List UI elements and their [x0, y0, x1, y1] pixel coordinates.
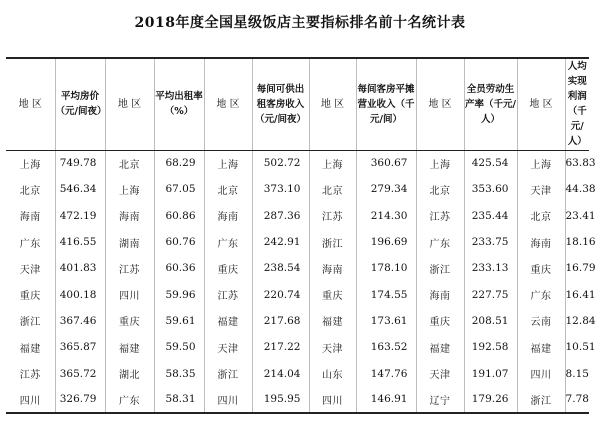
- table-body: [6, 150, 596, 413]
- value-cell: 326.79: [55, 387, 105, 413]
- value-cell: 146.91: [356, 387, 416, 413]
- region-cell: 江苏: [105, 255, 154, 281]
- value-cell: 16.41: [565, 281, 589, 307]
- value-cell: 63.83: [565, 150, 589, 176]
- table-row: [6, 360, 589, 386]
- value-cell: 365.87: [55, 334, 105, 360]
- value-cell: 502.72: [252, 150, 309, 176]
- value-cell: 8.15: [565, 360, 589, 386]
- value-cell: 233.13: [464, 255, 517, 281]
- region-cell: 浙江: [416, 255, 464, 281]
- region-cell: 海南: [416, 281, 464, 307]
- column-header-labor-productivity: 全员劳动生产率（千元/人）: [464, 58, 517, 150]
- value-cell: 220.74: [252, 281, 309, 307]
- region-cell: 浙江: [309, 229, 356, 255]
- value-cell: 191.07: [464, 360, 517, 386]
- region-cell: 重庆: [416, 308, 464, 334]
- table-row: [6, 203, 589, 229]
- region-cell: 海南: [517, 229, 565, 255]
- column-header-occupancy: 平均出租率（%）: [154, 58, 204, 150]
- region-cell: 辽宁: [416, 387, 464, 413]
- value-cell: 58.35: [154, 360, 204, 386]
- region-cell: 天津: [416, 360, 464, 386]
- table-row: [6, 176, 589, 202]
- value-cell: 353.60: [464, 176, 517, 202]
- value-cell: 214.30: [356, 203, 416, 229]
- region-cell: 四川: [204, 387, 252, 413]
- region-cell: 海南: [105, 203, 154, 229]
- value-cell: 472.19: [55, 203, 105, 229]
- table-row: [6, 150, 589, 176]
- value-cell: 196.69: [356, 229, 416, 255]
- value-cell: 233.75: [464, 229, 517, 255]
- value-cell: 208.51: [464, 308, 517, 334]
- table-row: [6, 334, 589, 360]
- region-cell: 福建: [105, 334, 154, 360]
- value-cell: 242.91: [252, 229, 309, 255]
- region-cell: 天津: [517, 176, 565, 202]
- region-cell: 浙江: [204, 360, 252, 386]
- value-cell: 16.79: [565, 255, 589, 281]
- value-cell: 238.54: [252, 255, 309, 281]
- region-cell: 广东: [204, 229, 252, 255]
- value-cell: 60.86: [154, 203, 204, 229]
- value-cell: 18.16: [565, 229, 589, 255]
- column-header-revpar: 每间可供出租客房收入（元/间夜）: [252, 58, 309, 150]
- table-row: [6, 387, 589, 413]
- value-cell: 425.54: [464, 150, 517, 176]
- region-cell: 天津: [204, 334, 252, 360]
- column-header-revenue-per-room: 每间客房平摊营业收入（千元/间）: [356, 58, 416, 150]
- region-cell: 江苏: [6, 360, 55, 386]
- region-cell: 广东: [517, 281, 565, 307]
- region-cell: 浙江: [6, 308, 55, 334]
- value-cell: 416.55: [55, 229, 105, 255]
- value-cell: 59.96: [154, 281, 204, 307]
- value-cell: 365.72: [55, 360, 105, 386]
- table-row: [6, 281, 589, 307]
- value-cell: 173.61: [356, 308, 416, 334]
- value-cell: 287.36: [252, 203, 309, 229]
- value-cell: 23.41: [565, 203, 589, 229]
- column-header-region: 地 区: [204, 58, 252, 150]
- region-cell: 重庆: [105, 308, 154, 334]
- region-cell: 江苏: [309, 203, 356, 229]
- region-cell: 四川: [6, 387, 55, 413]
- value-cell: 400.18: [55, 281, 105, 307]
- value-cell: 7.78: [565, 387, 589, 413]
- value-cell: 44.38: [565, 176, 589, 202]
- region-cell: 浙江: [517, 387, 565, 413]
- region-cell: 上海: [6, 150, 55, 176]
- region-cell: 四川: [517, 360, 565, 386]
- column-header-region: 地 区: [309, 58, 356, 150]
- region-cell: 福建: [517, 334, 565, 360]
- value-cell: 195.95: [252, 387, 309, 413]
- column-header-region: 地 区: [416, 58, 464, 150]
- value-cell: 179.26: [464, 387, 517, 413]
- value-cell: 58.31: [154, 387, 204, 413]
- region-cell: 北京: [309, 176, 356, 202]
- region-cell: 重庆: [204, 255, 252, 281]
- region-cell: 海南: [204, 203, 252, 229]
- value-cell: 12.84: [565, 308, 589, 334]
- region-cell: 福建: [309, 308, 356, 334]
- region-cell: 重庆: [309, 281, 356, 307]
- region-cell: 北京: [517, 203, 565, 229]
- region-cell: 重庆: [6, 281, 55, 307]
- table-row: [6, 308, 589, 334]
- value-cell: 360.67: [356, 150, 416, 176]
- value-cell: 147.76: [356, 360, 416, 386]
- region-cell: 上海: [517, 150, 565, 176]
- column-header-region: 地 区: [517, 58, 565, 150]
- value-cell: 749.78: [55, 150, 105, 176]
- region-cell: 福建: [6, 334, 55, 360]
- region-cell: 北京: [6, 176, 55, 202]
- region-cell: 四川: [309, 387, 356, 413]
- value-cell: 217.22: [252, 334, 309, 360]
- region-cell: 上海: [416, 150, 464, 176]
- value-cell: 546.34: [55, 176, 105, 202]
- value-cell: 367.46: [55, 308, 105, 334]
- region-cell: 福建: [204, 308, 252, 334]
- region-cell: 广东: [6, 229, 55, 255]
- region-cell: 天津: [6, 255, 55, 281]
- region-cell: 广东: [416, 229, 464, 255]
- value-cell: 174.55: [356, 281, 416, 307]
- value-cell: 401.83: [55, 255, 105, 281]
- value-cell: 235.44: [464, 203, 517, 229]
- region-cell: 四川: [105, 281, 154, 307]
- region-cell: 福建: [416, 334, 464, 360]
- region-cell: 海南: [309, 255, 356, 281]
- value-cell: 59.61: [154, 308, 204, 334]
- value-cell: 59.50: [154, 334, 204, 360]
- ranking-table: [6, 57, 596, 414]
- table-row: [6, 255, 589, 281]
- value-cell: 10.51: [565, 334, 589, 360]
- region-cell: 湖北: [105, 360, 154, 386]
- region-cell: 湖南: [105, 229, 154, 255]
- column-header-profit-per-capita: 人均实现利润（千元/人）: [565, 58, 589, 150]
- region-cell: 上海: [309, 150, 356, 176]
- region-cell: 江苏: [204, 281, 252, 307]
- region-cell: 天津: [309, 334, 356, 360]
- region-cell: 海南: [6, 203, 55, 229]
- value-cell: 60.36: [154, 255, 204, 281]
- value-cell: 68.29: [154, 150, 204, 176]
- value-cell: 163.52: [356, 334, 416, 360]
- header-row: [6, 58, 589, 150]
- value-cell: 373.10: [252, 176, 309, 202]
- column-header-region: 地 区: [105, 58, 154, 150]
- region-cell: 北京: [204, 176, 252, 202]
- column-header-avg-price: 平均房价（元/间夜）: [55, 58, 105, 150]
- value-cell: 60.76: [154, 229, 204, 255]
- value-cell: 227.75: [464, 281, 517, 307]
- value-cell: 217.68: [252, 308, 309, 334]
- region-cell: 北京: [105, 150, 154, 176]
- region-cell: 北京: [416, 176, 464, 202]
- region-cell: 山东: [309, 360, 356, 386]
- region-cell: 上海: [204, 150, 252, 176]
- region-cell: 广东: [105, 387, 154, 413]
- value-cell: 178.10: [356, 255, 416, 281]
- value-cell: 214.04: [252, 360, 309, 386]
- region-cell: 江苏: [416, 203, 464, 229]
- region-cell: 重庆: [517, 255, 565, 281]
- value-cell: 192.58: [464, 334, 517, 360]
- table-row: [6, 229, 589, 255]
- value-cell: 67.05: [154, 176, 204, 202]
- region-cell: 上海: [105, 176, 154, 202]
- region-cell: 云南: [517, 308, 565, 334]
- value-cell: 279.34: [356, 176, 416, 202]
- column-header-region: 地 区: [6, 58, 55, 150]
- page-title: 2018年度全国星级饭店主要指标排名前十名统计表: [134, 15, 466, 31]
